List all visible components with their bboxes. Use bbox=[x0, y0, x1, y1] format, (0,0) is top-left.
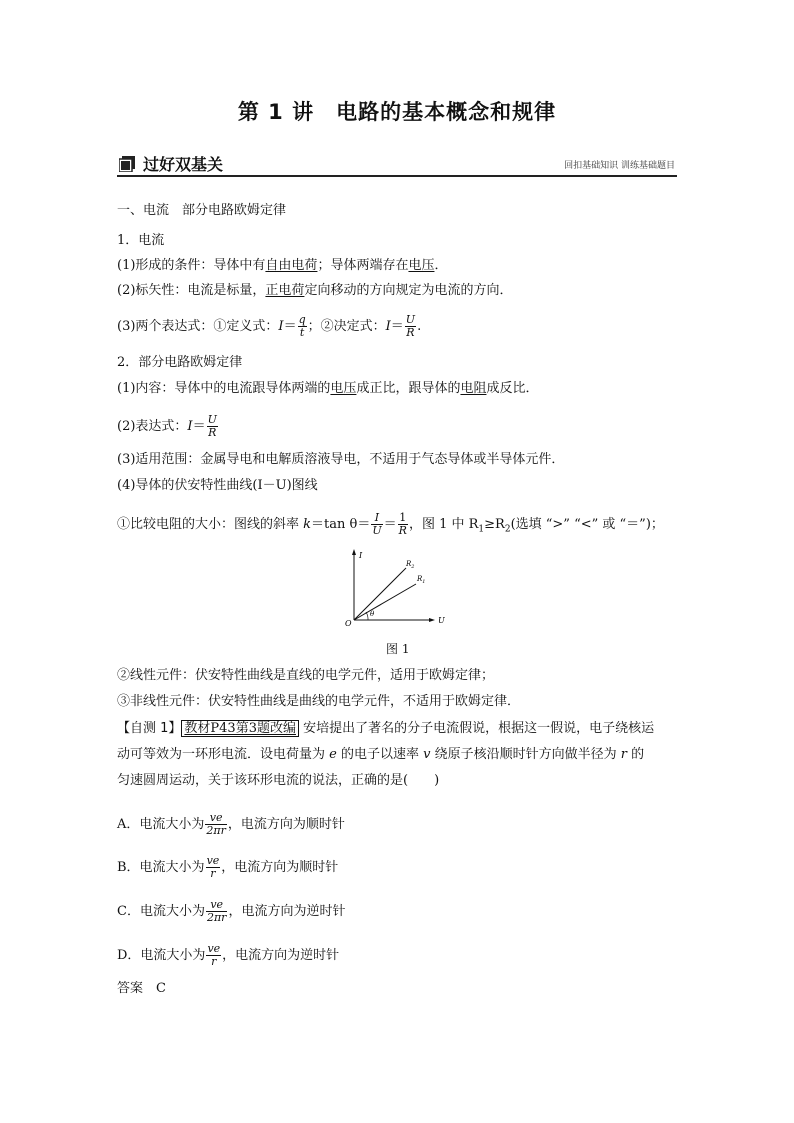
selftest-line3: 匀速圆周运动，关于该环形电流的说法，正确的是( ) bbox=[117, 773, 440, 788]
heading-current: 一、电流 部分电路欧姆定律 bbox=[117, 203, 287, 218]
axis-label-i: I bbox=[359, 551, 363, 560]
origin-label: O bbox=[345, 619, 352, 628]
section-square-icon bbox=[119, 156, 135, 172]
r1-label: $R_1$ bbox=[417, 575, 426, 585]
section-label: 过好双基关 bbox=[143, 155, 224, 174]
linear-element: ②线性元件：伏安特性曲线是直线的电学元件，适用于欧姆定律； bbox=[117, 668, 495, 683]
item1-title: 1．电流 bbox=[117, 233, 165, 248]
option-c: C．电流大小为 $\frac{ve}{2\pi r}$ ，电流方向为逆时针 bbox=[117, 898, 346, 924]
option-b: B．电流大小为 $\frac{ve}{r}$ ，电流方向为顺时针 bbox=[117, 854, 339, 880]
item2-iv-curve: (4)导体的伏安特性曲线(I－U)图线 bbox=[117, 478, 318, 493]
selftest-tag: 【自测 1】 bbox=[117, 721, 182, 736]
item2-expression: (2)表达式：I＝ $\frac{U}{R}$ bbox=[117, 413, 217, 439]
item1-expressions: (3)两个表达式：①定义式：I＝ $\frac{q}{t}$ ；②决定式：I＝ $\frac{U}{R}$ . bbox=[117, 313, 422, 339]
fraction-i-over-u: $\frac{I}{U}$ bbox=[372, 511, 382, 537]
item2-scope: (3)适用范围：金属导电和电解质溶液导电，不适用于气态导体或半导体元件． bbox=[117, 452, 565, 467]
blank-free-charge: 自由电荷 bbox=[265, 258, 318, 273]
fraction-q-over-t: $\frac{q}{t}$ bbox=[298, 313, 306, 339]
item1-condition: (1)形成的条件：导体中有自由电荷；导体两端存在电压． bbox=[117, 258, 448, 273]
nonlinear-element: ③非线性元件：伏安特性曲线是曲线的电学元件，不适用于欧姆定律． bbox=[117, 694, 521, 709]
axis-label-u: U bbox=[438, 616, 445, 625]
theta-arc bbox=[366, 612, 368, 620]
page-title: 第 1 讲 电路的基本概念和规律 bbox=[237, 100, 557, 124]
item1-scalar: (2)标矢性：电流是标量，正电荷定向移动的方向规定为电流的方向． bbox=[117, 283, 513, 298]
item2-content: (1)内容：导体中的电流跟导体两端的电压成正比，跟导体的电阻成反比． bbox=[117, 381, 539, 396]
blank-voltage-2: 电压 bbox=[330, 381, 357, 396]
r2-label: $R_2$ bbox=[406, 560, 415, 570]
iv-curve-figure bbox=[340, 548, 450, 628]
answer: 答案 C bbox=[117, 981, 166, 996]
section-header bbox=[117, 150, 677, 176]
item2-title: 2．部分电路欧姆定律 bbox=[117, 355, 243, 370]
blank-voltage: 电压 bbox=[408, 258, 435, 273]
textbook-source-tag: 教材P43第3题改编 bbox=[181, 720, 299, 737]
selftest-line1: 【自测 1】 教材P43第3题改编 安培提出了著名的分子电流假说，根据这一假说，电子绕核运 bbox=[117, 721, 655, 736]
fraction-u-over-r: $\frac{U}{R}$ bbox=[405, 313, 416, 339]
option-d: D．电流大小为 $\frac{ve}{r}$ ，电流方向为逆时针 bbox=[117, 942, 340, 968]
x-axis-arrow bbox=[429, 618, 435, 622]
theta-label: θ bbox=[370, 610, 375, 618]
selftest-line2: 动可等效为一环形电流．设电荷量为 e 的电子以速率 v 绕原子核沿顺时针方向做半径为 r 的 bbox=[117, 747, 645, 762]
section-divider bbox=[117, 175, 677, 177]
option-a: A．电流大小为 $\frac{ve}{2\pi r}$ ，电流方向为顺时针 bbox=[117, 811, 345, 837]
y-axis-arrow bbox=[352, 549, 356, 555]
section-subtitle: 回扣基础知识 训练基础题目 bbox=[564, 161, 675, 171]
fraction-u-over-r-2: $\frac{U}{R}$ bbox=[207, 413, 217, 439]
blank-positive-charge: 正电荷 bbox=[265, 283, 305, 298]
figure-caption: 图 1 bbox=[386, 642, 410, 656]
compare-resistance: ①比较电阻的大小：图线的斜率 k＝tan θ＝ $\frac{I}{U}$ ＝ $\frac{1}{R}$ ，图 1 中 $R_1\ge R_2$(选填 “>” “<” 或 “＝”)； bbox=[117, 511, 664, 537]
fraction-1-over-r: $\frac{1}{R}$ bbox=[398, 511, 407, 537]
blank-resistance: 电阻 bbox=[460, 381, 487, 396]
